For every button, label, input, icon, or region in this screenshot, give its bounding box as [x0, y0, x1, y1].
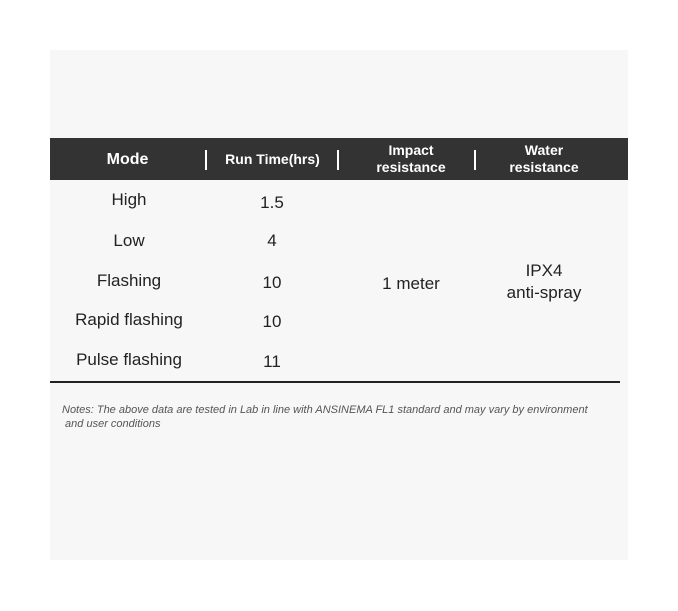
impact-resistance-value: 1 meter	[382, 274, 440, 293]
row-run-time-flashing: 10	[262, 273, 282, 292]
spec-panel	[50, 50, 628, 560]
row-mode-high: High	[111, 190, 147, 209]
water-value-line1: IPX4	[525, 261, 563, 280]
water-resistance-value	[478, 260, 610, 304]
header-separator	[474, 150, 476, 170]
header-run-time: Run Time(hrs)	[225, 150, 320, 167]
header-water-line1: Water	[524, 142, 564, 158]
row-run-time-rapid-flashing: 10	[262, 312, 282, 331]
row-mode-rapid-flashing: Rapid flashing	[75, 310, 183, 329]
header-separator	[205, 150, 207, 170]
header-impact-resistance	[340, 138, 482, 180]
table-header	[50, 138, 628, 180]
header-impact-line1: Impact	[388, 142, 434, 158]
water-value-line2: anti-spray	[506, 283, 582, 302]
header-impact-line2: resistance	[376, 159, 446, 175]
header-water-resistance	[478, 138, 610, 180]
row-run-time-high: 1.5	[260, 193, 284, 212]
header-mode: Mode	[106, 150, 149, 168]
footnote-line1: Notes: The above data are tested in Lab in line with ANSINEMA FL1 standard and may vary by environment	[62, 404, 588, 416]
table-bottom-rule	[50, 381, 620, 383]
row-mode-flashing: Flashing	[96, 271, 162, 290]
header-separator	[337, 150, 339, 170]
row-mode-pulse-flashing: Pulse flashing	[76, 350, 182, 369]
row-run-time-pulse-flashing: 11	[263, 352, 281, 371]
header-water-line2: resistance	[509, 159, 579, 175]
row-run-time-low: 4	[267, 231, 277, 250]
footnote	[62, 403, 612, 431]
footnote-line2: and user conditions	[62, 418, 161, 430]
row-mode-low: Low	[113, 231, 145, 250]
